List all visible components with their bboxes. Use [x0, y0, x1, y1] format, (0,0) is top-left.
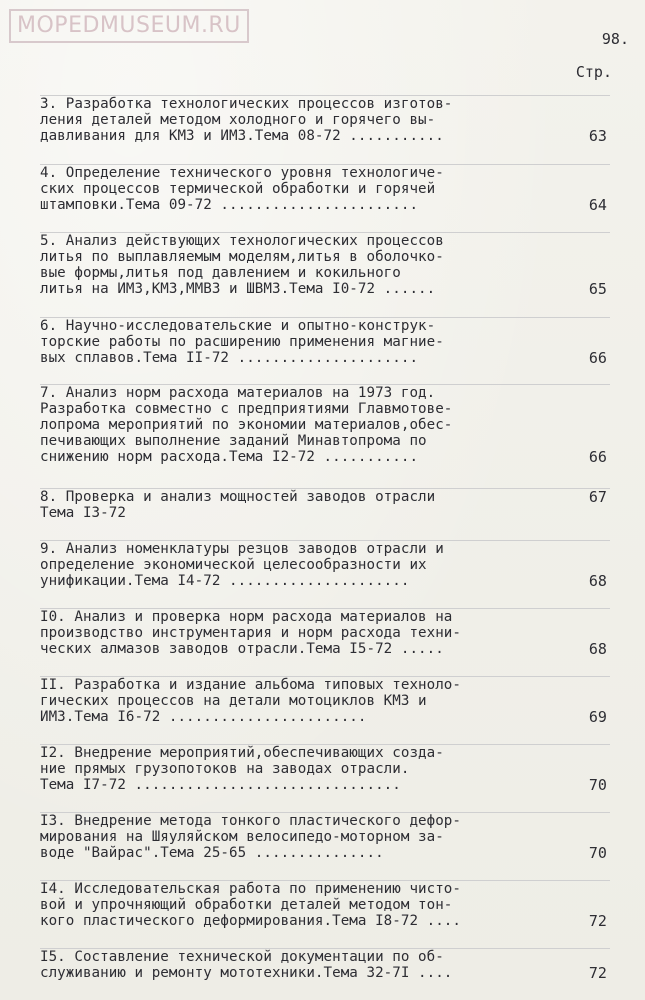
entry-line: служиванию и ремонту мототехники.Тема 32-7I ....	[40, 965, 453, 981]
entry-line: I4. Исследовательская работа по применению чисто-	[40, 881, 461, 897]
entry-page-number: 69	[588, 708, 607, 726]
entry-line: Разработка совместно с предприятиями Главмотове-	[40, 401, 453, 417]
page-column-header: Стр.	[575, 63, 612, 81]
contents-entry	[40, 488, 610, 521]
entry-page-number: 68	[588, 572, 607, 590]
contents-entry	[40, 164, 610, 213]
entry-page-number: 64	[588, 196, 607, 214]
entry-line: литья на ИМЗ,КМЗ,ММВЗ и ШВМЗ.Тема I0-72 ......	[40, 281, 436, 297]
entry-line: кого пластического деформирования.Тема I8-72 ....	[40, 913, 461, 929]
entry-line: 9. Анализ номенклатуры резцов заводов отрасли и	[40, 541, 444, 557]
entry-page-number: 72	[588, 912, 607, 930]
entry-line: производство инструментария и норм расхода техни-	[40, 625, 461, 641]
entry-page-number: 67	[588, 488, 607, 506]
entry-line: ИМЗ.Тема I6-72 .......................	[40, 709, 367, 725]
entry-line: ских процессов термической обработки и горячей	[40, 181, 436, 197]
page-number: 98.	[601, 30, 629, 48]
entry-line: торские работы по расширению применения магние-	[40, 334, 444, 350]
watermark: MOPEDMUSEUM.RU	[9, 9, 249, 43]
entry-page-number: 66	[588, 349, 607, 367]
entry-page-number: 66	[588, 448, 607, 466]
contents-entry	[40, 608, 610, 657]
entry-line: II. Разработка и издание альбома типовых техноло-	[40, 677, 461, 693]
contents-entry	[40, 317, 610, 366]
entry-page-number: 70	[588, 844, 607, 862]
entry-line: I5. Составление технической документации по об-	[40, 949, 444, 965]
entry-line: 6. Научно-исследовательские и опытно-конструк-	[40, 318, 436, 334]
contents-entry	[40, 812, 610, 861]
contents-entry	[40, 95, 610, 144]
contents-entry	[40, 948, 610, 981]
entry-line: I0. Анализ и проверка норм расхода материалов на	[40, 609, 453, 625]
entry-line: вой и упрочняющий обработки деталей методом тон-	[40, 897, 453, 913]
contents-entry	[40, 232, 610, 297]
entry-line: 3. Разработка технологических процессов изготов-	[40, 96, 453, 112]
contents-entry	[40, 540, 610, 589]
entry-line: снижению норм расхода.Тема I2-72 ...........	[40, 449, 419, 465]
entry-line: давливания для КМЗ и ИМЗ.Тема 08-72 ...........	[40, 128, 444, 144]
entry-line: определение экономической целесообразности их	[40, 557, 427, 573]
entry-page-number: 65	[588, 280, 607, 298]
entry-page-number: 68	[588, 640, 607, 658]
entry-line: I3. Внедрение метода тонкого пластического дефор-	[40, 813, 461, 829]
entry-line: вые формы,литья под давлением и кокильного	[40, 265, 401, 281]
contents-entry	[40, 744, 610, 793]
entry-line: мирования на Шяуляйском велосипедо-моторном за-	[40, 829, 444, 845]
entry-line: ческих алмазов заводов отрасли.Тема I5-72 .....	[40, 641, 444, 657]
entry-line: 4. Определение технического уровня технологиче-	[40, 165, 444, 181]
entry-page-number: 63	[588, 127, 607, 145]
entry-line: вых сплавов.Тема II-72 .....................	[40, 350, 419, 366]
entry-line: 8. Проверка и анализ мощностей заводов отрасли	[40, 489, 436, 505]
entry-line: лопрома мероприятий по экономии материалов,обес-	[40, 417, 453, 433]
entry-line: штамповки.Тема 09-72 .......................	[40, 197, 419, 213]
entry-line: Тема I7-72 ...............................	[40, 777, 401, 793]
entry-line: гических процессов на детали мотоциклов КМЗ и	[40, 693, 427, 709]
contents-entry	[40, 676, 610, 725]
entry-line: 7. Анализ норм расхода материалов на 1973 год.	[40, 385, 436, 401]
entry-line: ления деталей методом холодного и горячего вы-	[40, 112, 436, 128]
contents-entry	[40, 384, 610, 465]
entry-line: литья по выплавляемым моделям,литья в оболочко-	[40, 249, 444, 265]
entry-page-number: 72	[588, 964, 607, 982]
entry-line: печивающих выполнение заданий Минавтопрома по	[40, 433, 427, 449]
entry-line: ние прямых грузопотоков на заводах отрасли.	[40, 761, 410, 777]
entry-line: Тема I3-72	[40, 505, 126, 521]
entry-line: унификации.Тема I4-72 .....................	[40, 573, 410, 589]
entry-line: воде "Вайрас".Тема 25-65 ...............	[40, 845, 384, 861]
entry-page-number: 70	[588, 776, 607, 794]
entry-line: I2. Внедрение мероприятий,обеспечивающих созда-	[40, 745, 444, 761]
entry-line: 5. Анализ действующих технологических процессов	[40, 233, 444, 249]
contents-entry	[40, 880, 610, 929]
